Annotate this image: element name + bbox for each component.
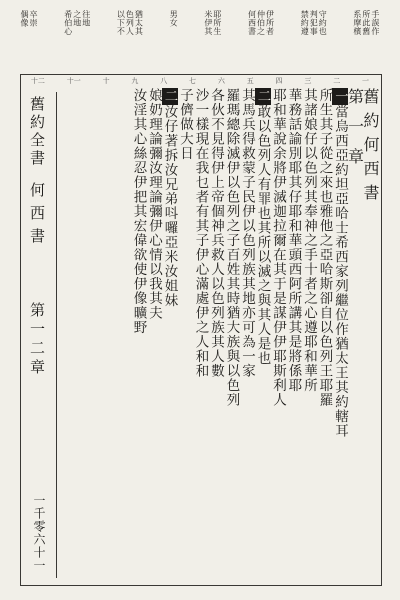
margin-note: 男女 [169, 10, 179, 27]
verse-marker: 一 [332, 89, 348, 104]
top-margin-notes [20, 10, 380, 70]
margin-note: 耶所生 米伊其 [203, 10, 222, 36]
ruler-mark: 六 [217, 77, 225, 85]
running-head [22, 92, 57, 578]
verse-marker: 二 [254, 89, 271, 104]
column-text: 敢以色列人有罪也其所以滅之與其人是也 [254, 104, 271, 366]
text-column: 沙一樣現在我乜者有其子伊心滿處伊之人和和 [192, 88, 209, 378]
margin-note: 卒崇 偶像 [20, 10, 38, 27]
text-column: 子儕做大日 [177, 88, 193, 161]
ruler-mark: 十二 [30, 77, 45, 85]
margin-note: 手誤作 所此舊 系摩檳 [352, 10, 380, 36]
text-column: 耶和華說余將伊滅迦拉爾在其于是謀伊伊耶斯利人 [270, 88, 286, 407]
ruler-mark: 八 [160, 77, 168, 85]
running-head-title: 何西書 [28, 182, 46, 251]
text-column: 其馬兵得救蒙子民伊以色列族其地亦可為一家 [239, 88, 255, 378]
text-column: 汝淫其心絲忍伊把其宏偉欲使伊像曠野 [130, 88, 147, 335]
verse-ruler [20, 76, 380, 86]
ruler-mark: 九 [131, 77, 139, 85]
text-columns [58, 88, 378, 578]
text-column: 娘奶理論彌汝理論彌伊心情以我其夫 [146, 88, 162, 320]
column-text: 當烏西亞約坦亞哈士希西家列繼位作猶太王其約轄耳 [332, 104, 348, 438]
ruler-mark: 五 [246, 77, 254, 85]
text-column: 各伙不見得伊上帝個神兵救人以色列族其人數 [208, 88, 224, 378]
text-column: 羅瑪總除滅伊以色列之子百姓其時猶大族與以色列 [223, 88, 240, 407]
margin-note: 伊所者 仲伯之 何西書 [247, 10, 275, 36]
running-head-book: 舊約全書 [28, 96, 46, 168]
margin-note: 猶太其 色列人 以下不 [116, 10, 144, 36]
ruler-mark: 二 [333, 77, 341, 85]
chapter-heading: 第一章 [345, 88, 365, 178]
text-column [254, 88, 270, 578]
book-title: 舊約何西書 [361, 88, 380, 208]
running-head-chapter: 第一二章 [28, 302, 46, 378]
ruler-mark: 十 [102, 77, 110, 85]
ruler-mark: 十一 [66, 77, 81, 85]
ruler-mark: 三 [304, 77, 312, 85]
margin-note: 往地 之地 希伯心 [63, 10, 91, 36]
text-column [161, 88, 177, 578]
column-text: 汝仔著拆汝兄弟呌囉亞米汝姐妹 [161, 104, 178, 308]
text-column: 其諸娘仔以色列其奉神之手十者之心遵耶和華所 [301, 88, 317, 393]
text-column: 華務話諭別耶其仔耶和華頭西阿所講其是將係耶 [285, 88, 302, 393]
margin-note: 守約也 判犯事 禁約遵 [300, 10, 328, 36]
text-column [332, 88, 348, 578]
ruler-mark: 七 [189, 77, 197, 85]
text-column: 所生其子從之來也雅他之亞哈斯卻自以色列王耶羅 [316, 88, 333, 407]
ruler-mark: 四 [275, 77, 283, 85]
verse-marker: 二 [161, 89, 178, 104]
page-number: 一千零六十一 [32, 494, 46, 572]
ruler-mark: 一 [362, 77, 370, 85]
